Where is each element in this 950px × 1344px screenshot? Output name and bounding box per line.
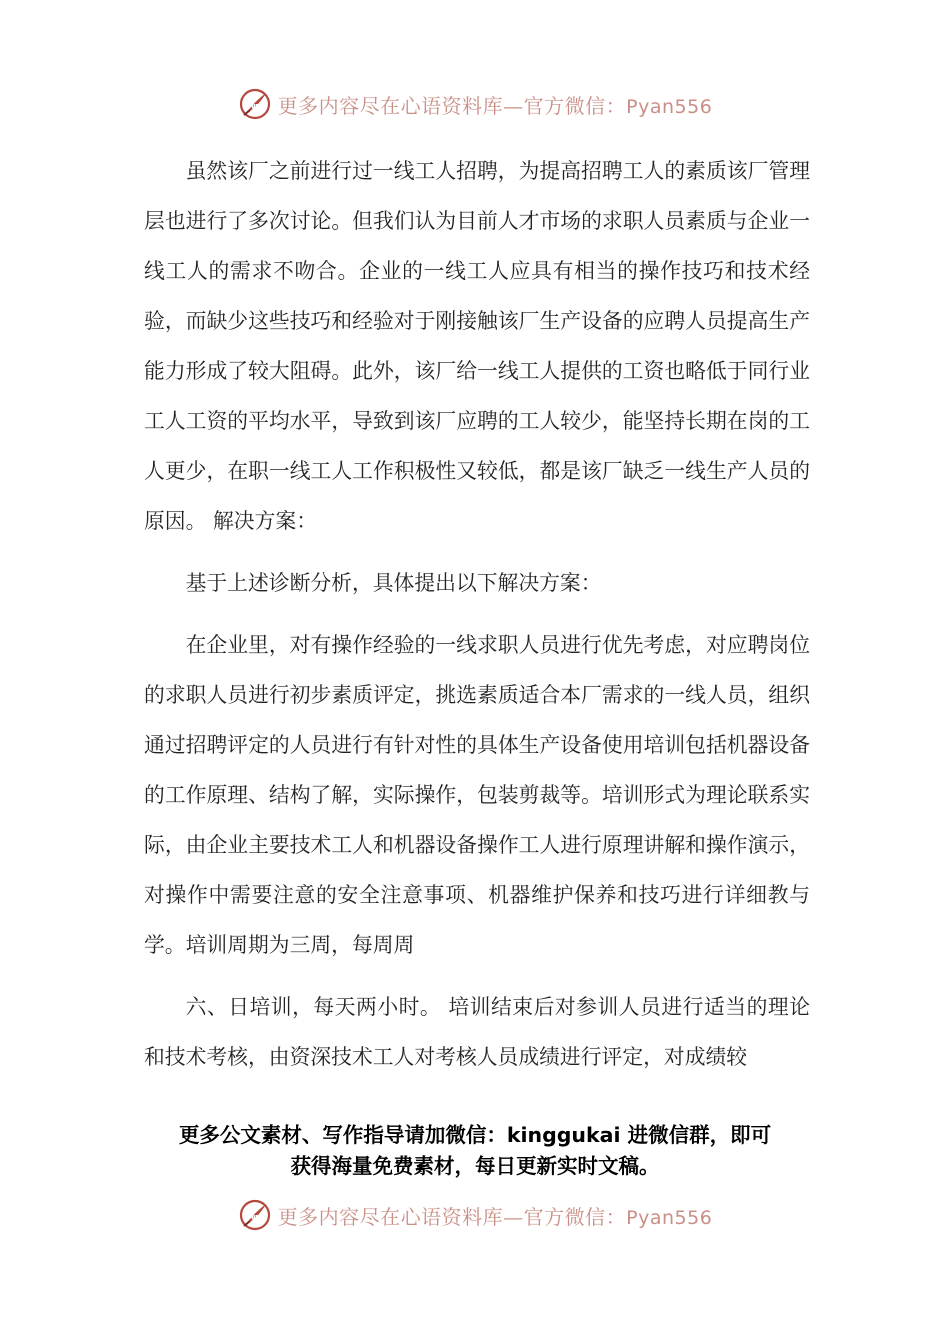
paragraph-1: 虽然该厂之前进行过一线工人招聘，为提高招聘工人的素质该厂管理层也进行了多次讨论。但我们认为目前人才市场的求职人员素质与企业一线工人的需求不吻合。企业的一线工人应具有相当的操作技巧和技术经验，而缺少这些技巧和经验对于刚接触该厂生产设备的应聘人员提高生产能力形成了较大阻碍。此外，该厂给一线工人提供的工资也略低于同行业工人工资的平均水平，导致到该厂应聘的工人较少，能坚持长期在岗的工人更少，在职一线工人工作积极性又较低，都是该厂缺乏一线生产人员的原因。 解决方案： <box>144 159 810 533</box>
promo-line-2: 获得海量免费素材，每日更新实时文稿。 <box>290 1154 660 1178</box>
header-watermark <box>0 84 950 124</box>
promo-line-1: 更多公文素材、写作指导请加微信：kinggukai 进微信群，即可 <box>178 1123 772 1147</box>
svg-text:ψ: ψ <box>250 1213 258 1223</box>
watermark-wechat-id: Pyan556 <box>626 95 713 118</box>
quill-logo-icon <box>238 1198 272 1232</box>
watermark-wechat-id: Pyan556 <box>626 1206 713 1229</box>
footer-watermark <box>0 1195 950 1235</box>
watermark-label: 更多内容尽在心语资料库—官方微信： <box>277 1204 627 1229</box>
watermark-text <box>278 1201 713 1230</box>
svg-text:ψ: ψ <box>250 102 258 112</box>
paragraph-2: 基于上述诊断分析，具体提出以下解决方案： <box>185 571 602 595</box>
paragraph-4: 六、日培训，每天两小时。 培训结束后对参训人员进行适当的理论和技术考核，由资深技术工人对考核人员成绩进行评定，对成绩较 <box>144 995 810 1069</box>
watermark-text <box>278 90 713 119</box>
paragraph-3: 在企业里，对有操作经验的一线求职人员进行优先考虑，对应聘岗位的求职人员进行初步素质评定，挑选素质适合本厂需求的一线人员，组织通过招聘评定的人员进行有针对性的具体生产设备使用培训包括机器设备的工作原理、结构了解，实际操作，包装剪裁等。培训形式为理论联系实际，由企业主要技术工人和机器设备操作工人进行原理讲解和操作演示，对操作中需要注意的安全注意事项、机器维护保养和技巧进行详细教与学。培训周期为三周，每周周 <box>144 633 810 957</box>
quill-logo-icon <box>238 87 272 121</box>
promo-notice <box>150 1120 800 1182</box>
document-body <box>144 146 810 1082</box>
watermark-label: 更多内容尽在心语资料库—官方微信： <box>277 93 627 118</box>
